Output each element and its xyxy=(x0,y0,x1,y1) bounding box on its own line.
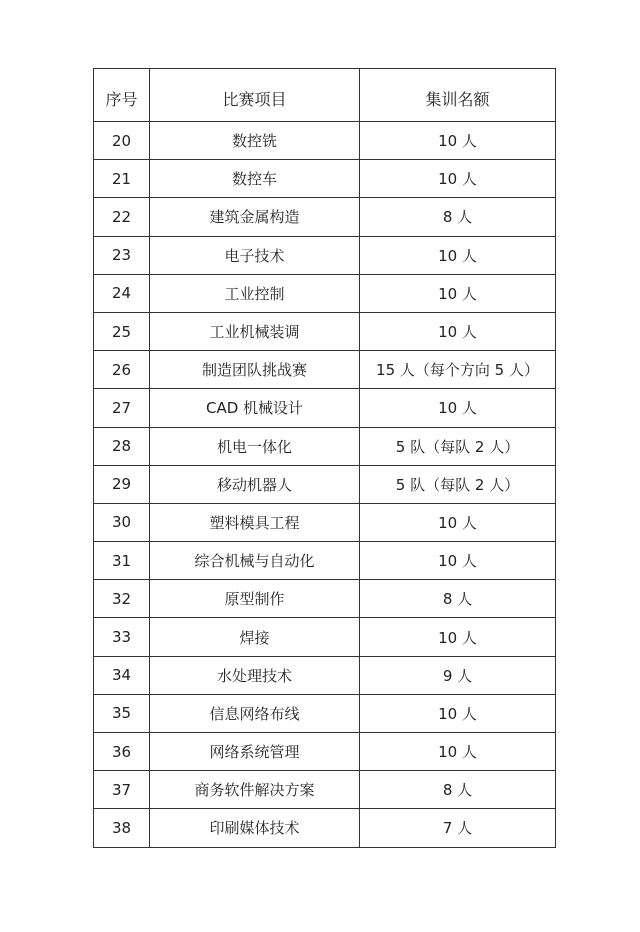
cell-index: 24 xyxy=(94,274,150,312)
table-row xyxy=(94,274,556,312)
table-row xyxy=(94,236,556,274)
cell-index: 34 xyxy=(94,656,150,694)
cell-index: 21 xyxy=(94,160,150,198)
cell-event: 印刷媒体技术 xyxy=(150,809,360,847)
cell-quota: 10 人 xyxy=(360,236,556,274)
cell-quota: 10 人 xyxy=(360,274,556,312)
cell-index: 29 xyxy=(94,465,150,503)
cell-quota: 10 人 xyxy=(360,389,556,427)
table-row xyxy=(94,465,556,503)
cell-event: 原型制作 xyxy=(150,580,360,618)
table-row xyxy=(94,503,556,541)
cell-quota: 8 人 xyxy=(360,771,556,809)
table-row xyxy=(94,694,556,732)
table-row xyxy=(94,351,556,389)
cell-quota: 8 人 xyxy=(360,580,556,618)
cell-quota: 9 人 xyxy=(360,656,556,694)
cell-quota: 10 人 xyxy=(360,618,556,656)
table-row xyxy=(94,618,556,656)
competition-table xyxy=(93,68,556,848)
table-row xyxy=(94,427,556,465)
cell-index: 27 xyxy=(94,389,150,427)
cell-event: 电子技术 xyxy=(150,236,360,274)
cell-index: 22 xyxy=(94,198,150,236)
cell-index: 37 xyxy=(94,771,150,809)
table-row xyxy=(94,198,556,236)
cell-quota: 15 人（每个方向 5 人） xyxy=(360,351,556,389)
cell-quota: 10 人 xyxy=(360,694,556,732)
cell-event: 塑料模具工程 xyxy=(150,503,360,541)
header-index: 序号 xyxy=(94,69,150,122)
cell-event: 数控铣 xyxy=(150,122,360,160)
cell-index: 31 xyxy=(94,542,150,580)
cell-event: 综合机械与自动化 xyxy=(150,542,360,580)
table-row xyxy=(94,733,556,771)
cell-event: 网络系统管理 xyxy=(150,733,360,771)
cell-event: 数控车 xyxy=(150,160,360,198)
cell-index: 23 xyxy=(94,236,150,274)
cell-quota: 10 人 xyxy=(360,160,556,198)
cell-quota: 10 人 xyxy=(360,503,556,541)
cell-index: 36 xyxy=(94,733,150,771)
cell-event: 建筑金属构造 xyxy=(150,198,360,236)
cell-quota: 10 人 xyxy=(360,542,556,580)
table-body xyxy=(94,122,556,848)
cell-event: 移动机器人 xyxy=(150,465,360,503)
table-row xyxy=(94,542,556,580)
cell-index: 30 xyxy=(94,503,150,541)
cell-index: 25 xyxy=(94,312,150,350)
table-row xyxy=(94,122,556,160)
cell-event: 工业机械装调 xyxy=(150,312,360,350)
cell-event: 焊接 xyxy=(150,618,360,656)
cell-event: 机电一体化 xyxy=(150,427,360,465)
cell-index: 20 xyxy=(94,122,150,160)
cell-event: CAD 机械设计 xyxy=(150,389,360,427)
cell-event: 制造团队挑战赛 xyxy=(150,351,360,389)
header-quota: 集训名额 xyxy=(360,69,556,122)
cell-index: 33 xyxy=(94,618,150,656)
cell-quota: 10 人 xyxy=(360,312,556,350)
header-event: 比赛项目 xyxy=(150,69,360,122)
cell-index: 26 xyxy=(94,351,150,389)
cell-index: 35 xyxy=(94,694,150,732)
cell-quota: 8 人 xyxy=(360,198,556,236)
cell-index: 32 xyxy=(94,580,150,618)
table-row xyxy=(94,771,556,809)
cell-quota: 7 人 xyxy=(360,809,556,847)
cell-event: 工业控制 xyxy=(150,274,360,312)
cell-index: 28 xyxy=(94,427,150,465)
table-row xyxy=(94,160,556,198)
cell-event: 水处理技术 xyxy=(150,656,360,694)
cell-event: 信息网络布线 xyxy=(150,694,360,732)
cell-quota: 10 人 xyxy=(360,733,556,771)
cell-quota: 10 人 xyxy=(360,122,556,160)
cell-index: 38 xyxy=(94,809,150,847)
table-row xyxy=(94,580,556,618)
competition-table-container xyxy=(93,68,555,848)
table-row xyxy=(94,312,556,350)
header-row xyxy=(94,69,556,122)
table-row xyxy=(94,809,556,847)
cell-quota: 5 队（每队 2 人） xyxy=(360,465,556,503)
table-row xyxy=(94,389,556,427)
table-row xyxy=(94,656,556,694)
cell-event: 商务软件解决方案 xyxy=(150,771,360,809)
cell-quota: 5 队（每队 2 人） xyxy=(360,427,556,465)
table-header xyxy=(94,69,556,122)
